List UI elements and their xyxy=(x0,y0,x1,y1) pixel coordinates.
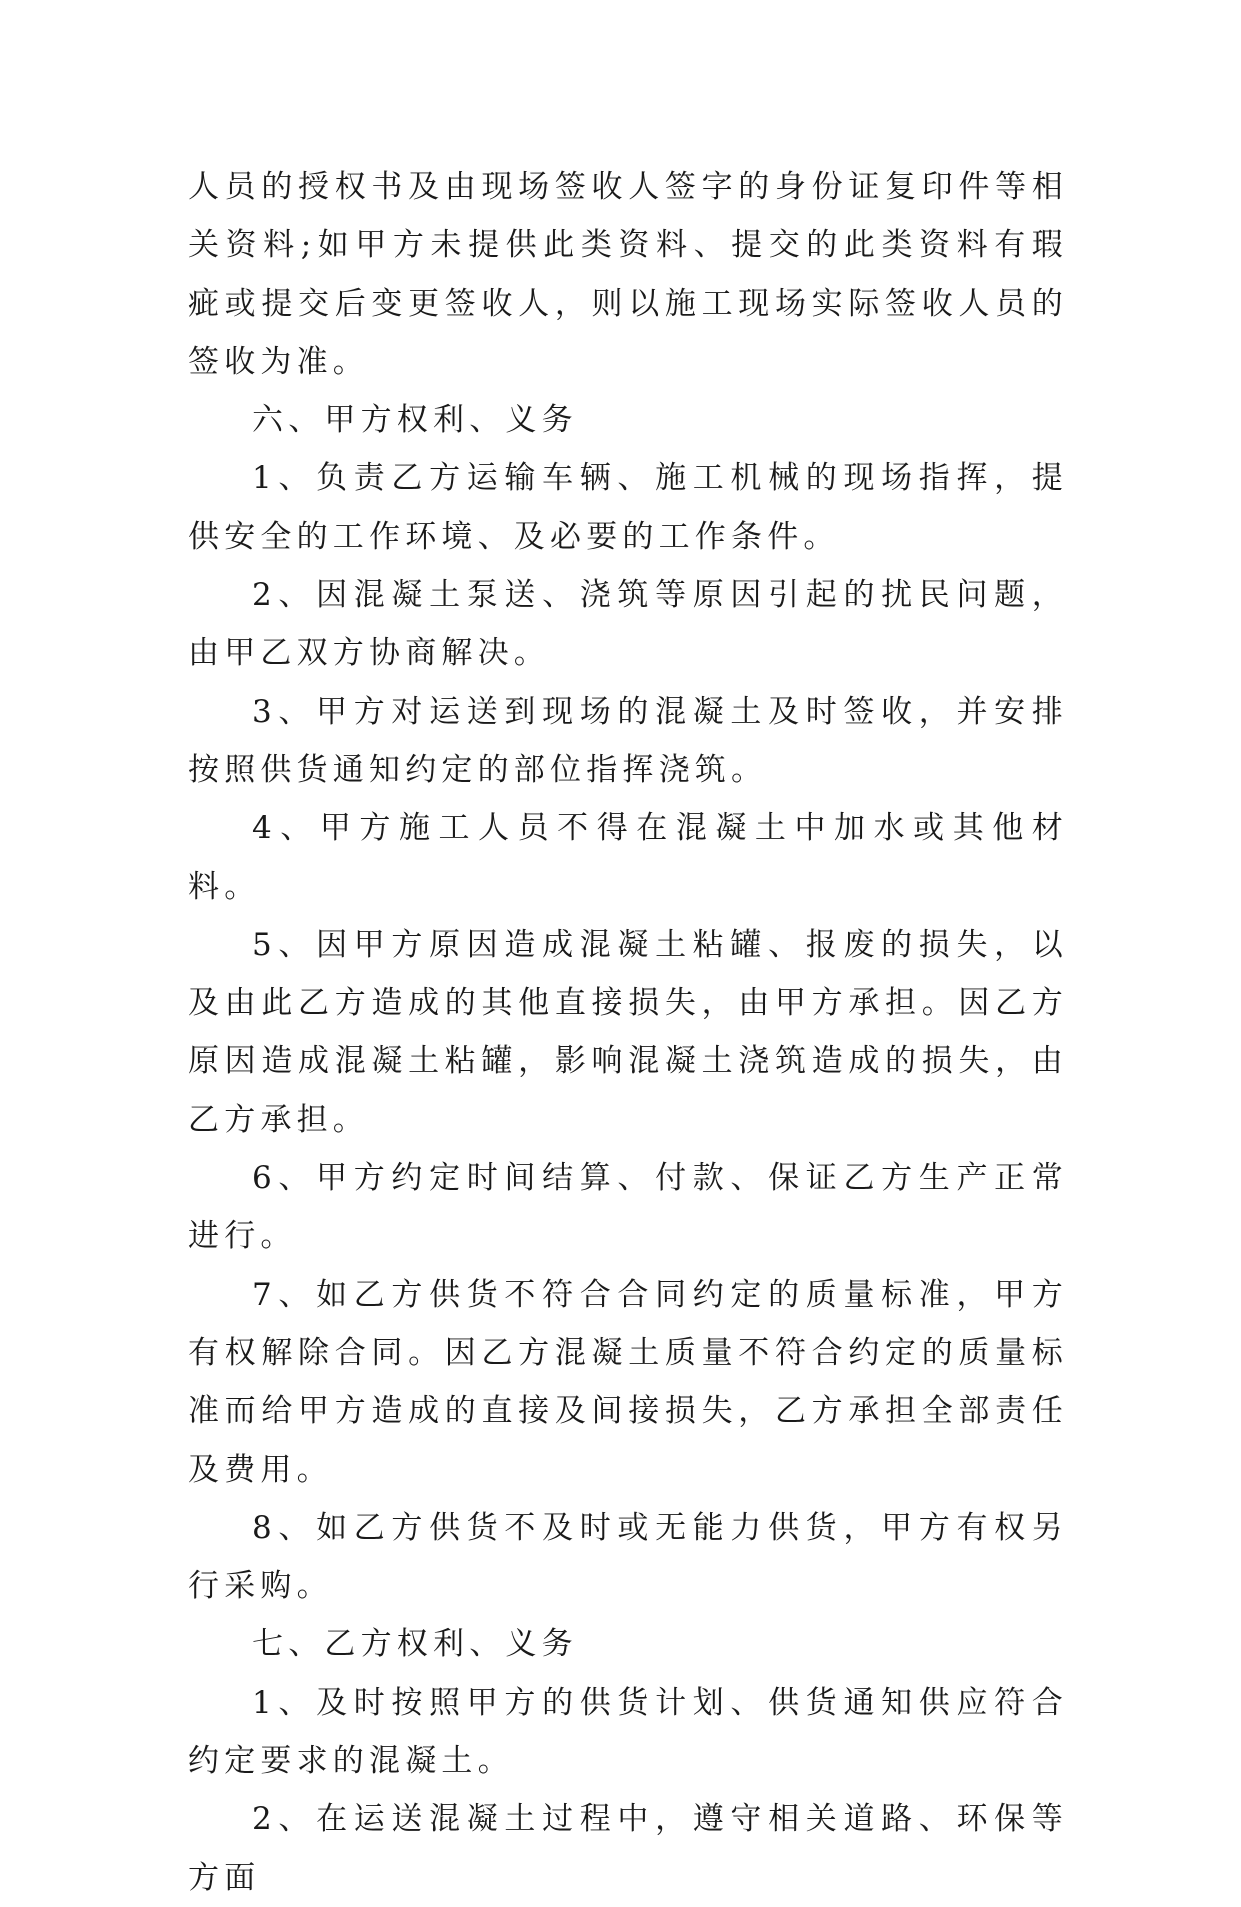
clause-6-6: 6、甲方约定时间结算、付款、保证乙方生产正常进行。 xyxy=(188,1160,1068,1255)
clause-6-3: 3、甲方对运送到现场的混凝土及时签收，并安排按照供货通知约定的部位指挥浇筑。 xyxy=(188,693,1068,788)
document-body xyxy=(188,158,1068,1907)
clause-6-8: 8、如乙方供货不及时或无能力供货，甲方有权另行采购。 xyxy=(188,1509,1068,1605)
paragraph-continuation: 人员的授权书及由现场签收人签字的身份证复印件等相关资料;如甲方未提供此类资料、提交的此类资料有瑕疵或提交后变更签收人，则以施工现场实际签收人员的签收为准。 xyxy=(188,169,1068,380)
clause-6-2: 2、因混凝土泵送、浇筑等原因引起的扰民问题，由甲乙双方协商解决。 xyxy=(188,577,1068,672)
section-heading-7: 七、乙方权利、义务 xyxy=(252,1626,578,1663)
clause-7-2: 2、在运送混凝土过程中，遵守相关道路、环保等方面 xyxy=(188,1801,1068,1896)
section-heading-6: 六、甲方权利、义务 xyxy=(252,402,578,439)
clause-7-1: 1、及时按照甲方的供货计划、供货通知供应符合约定要求的混凝土。 xyxy=(188,1684,1068,1780)
clause-6-1: 1、负责乙方运输车辆、施工机械的现场指挥，提供安全的工作环境、及必要的工作条件。 xyxy=(188,460,1068,555)
clause-6-4: 4、甲方施工人员不得在混凝土中加水或其他材料。 xyxy=(188,810,1068,905)
clause-6-7: 7、如乙方供货不符合合同约定的质量标准，甲方有权解除合同。因乙方混凝土质量不符合约定的质量标准而给甲方造成的直接及间接损失，乙方承担全部责任及费用。 xyxy=(188,1276,1068,1488)
clause-6-5: 5、因甲方原因造成混凝土粘罐、报废的损失，以及由此乙方造成的其他直接损失，由甲方承担。因乙方原因造成混凝土粘罐，影响混凝土浇筑造成的损失，由乙方承担。 xyxy=(188,926,1068,1138)
